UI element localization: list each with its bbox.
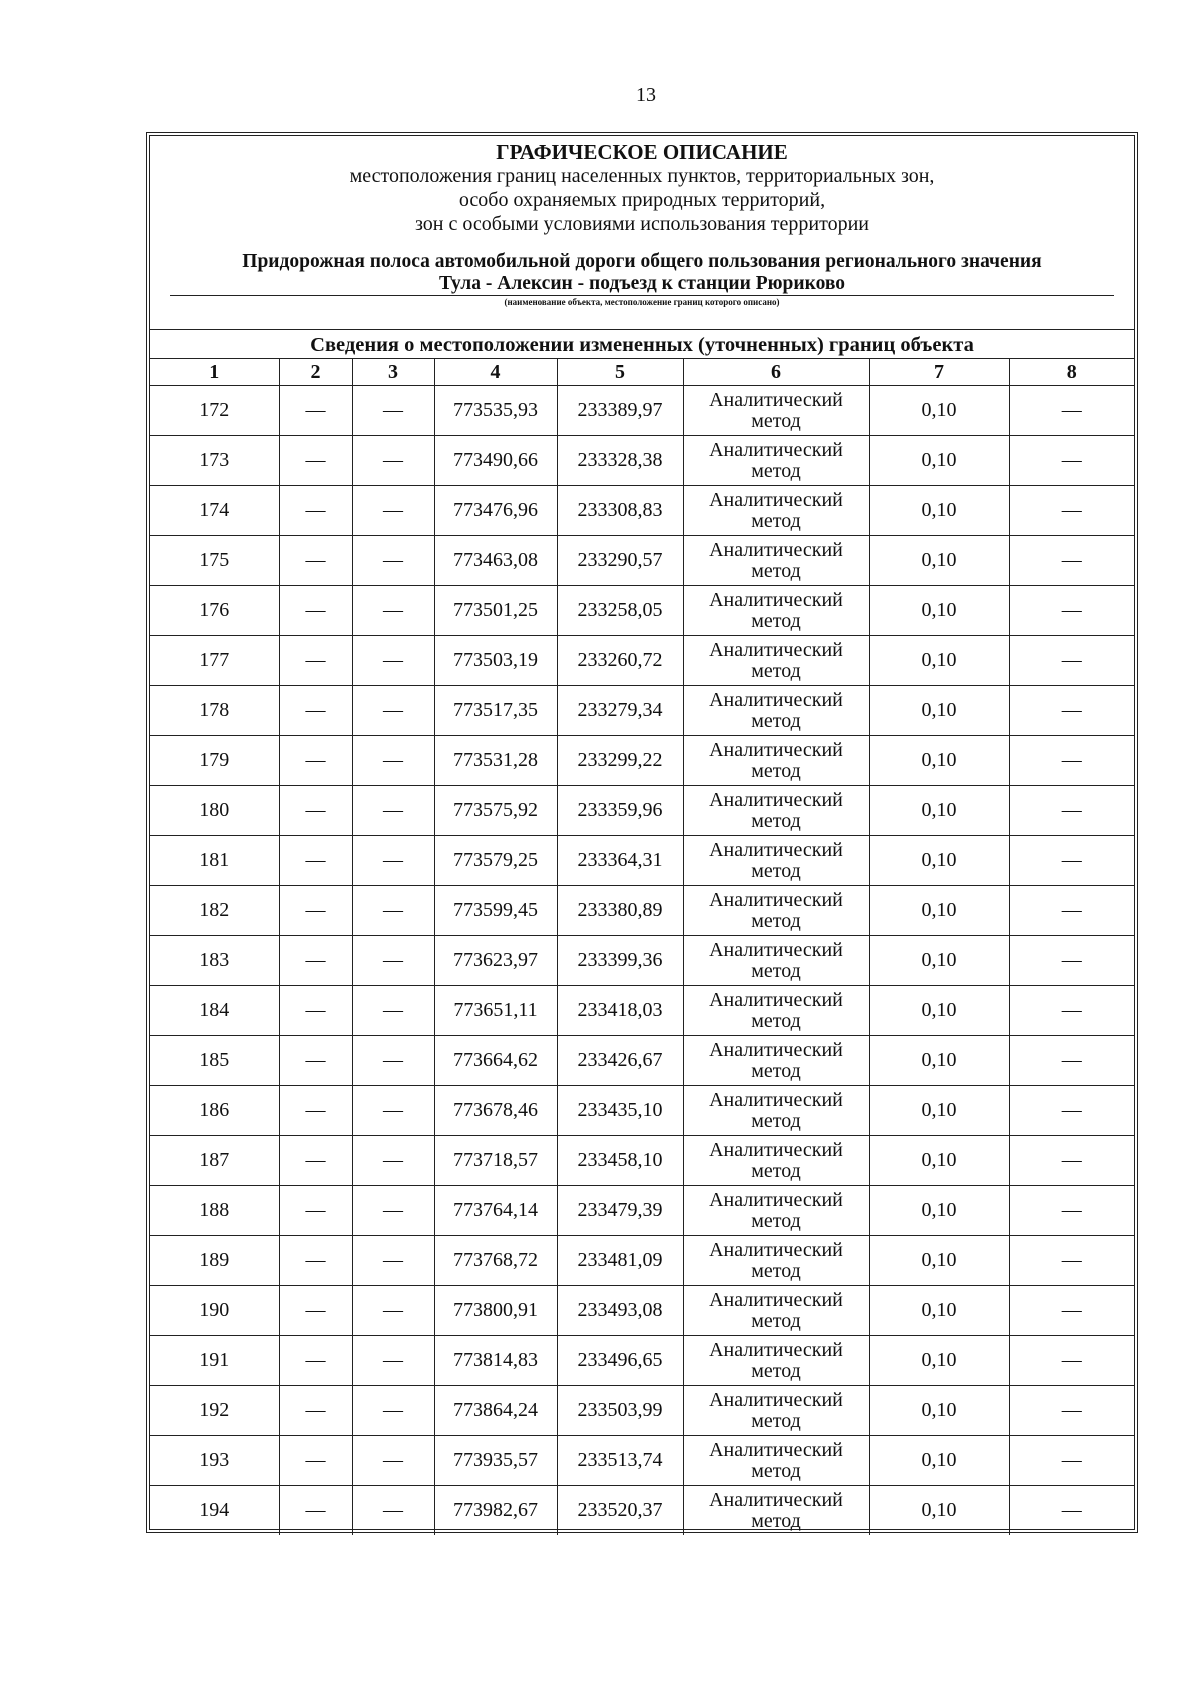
accuracy-cell: 0,10 (869, 1236, 1009, 1286)
y-coordinate-cell: 233380,89 (557, 886, 683, 936)
y-coordinate-cell: 233418,03 (557, 986, 683, 1036)
x-coordinate-cell: 773535,93 (434, 386, 557, 436)
method-text-line: Аналитический (709, 1238, 843, 1261)
document-inner-frame (149, 135, 1135, 1530)
method-text-line: метод (751, 459, 801, 482)
method-cell (683, 986, 869, 1036)
table-row (150, 786, 1134, 836)
accuracy-cell: 0,10 (869, 1036, 1009, 1086)
y-coordinate-cell: 233493,08 (557, 1286, 683, 1336)
column-3-cell: — (352, 1036, 434, 1086)
page-number: 13 (636, 84, 656, 106)
column-3-cell: — (352, 1336, 434, 1386)
y-coordinate-cell: 233279,34 (557, 686, 683, 736)
method-text-line: Аналитический (709, 1338, 843, 1361)
x-coordinate-cell: 773664,62 (434, 1036, 557, 1086)
accuracy-cell: 0,10 (869, 1136, 1009, 1186)
document-subtitle-line-3: зон с особыми условиями использования территории (414, 213, 870, 235)
column-3-cell: — (352, 536, 434, 586)
column-8-cell: — (1009, 1186, 1134, 1236)
column-3-cell: — (352, 786, 434, 836)
column-8-cell: — (1009, 1336, 1134, 1386)
y-coordinate-cell: 233435,10 (557, 1086, 683, 1136)
table-row (150, 1086, 1134, 1136)
method-cell (683, 436, 869, 486)
column-8-cell: — (1009, 986, 1134, 1036)
y-coordinate-cell: 233364,31 (557, 836, 683, 886)
document-title: ГРАФИЧЕСКОЕ ОПИСАНИЕ (496, 140, 788, 164)
column-3-cell: — (352, 1186, 434, 1236)
point-number-cell: 174 (150, 486, 279, 536)
y-coordinate-cell: 233359,96 (557, 786, 683, 836)
method-text-line: Аналитический (709, 838, 843, 861)
method-text-line: метод (751, 959, 801, 982)
method-cell (683, 536, 869, 586)
table-row (150, 736, 1134, 786)
table-row (150, 1386, 1134, 1436)
column-header: 7 (869, 359, 1009, 386)
point-number-cell: 176 (150, 586, 279, 636)
column-8-cell: — (1009, 836, 1134, 886)
method-cell (683, 636, 869, 686)
column-3-cell: — (352, 886, 434, 936)
table-row (150, 1336, 1134, 1386)
x-coordinate-cell: 773764,14 (434, 1186, 557, 1236)
method-text-line: метод (751, 1209, 801, 1232)
object-underline (170, 295, 1114, 296)
method-cell (683, 1436, 869, 1486)
method-cell (683, 936, 869, 986)
column-2-cell: — (279, 836, 352, 886)
accuracy-cell: 0,10 (869, 686, 1009, 736)
point-number-cell: 173 (150, 436, 279, 486)
accuracy-cell: 0,10 (869, 486, 1009, 536)
column-2-cell: — (279, 536, 352, 586)
table-row (150, 586, 1134, 636)
column-8-cell: — (1009, 386, 1134, 436)
y-coordinate-cell: 233458,10 (557, 1136, 683, 1186)
column-8-cell: — (1009, 586, 1134, 636)
method-text-line: Аналитический (709, 1488, 843, 1511)
accuracy-cell: 0,10 (869, 1186, 1009, 1236)
column-header: 3 (352, 359, 434, 386)
point-number-cell: 191 (150, 1336, 279, 1386)
column-3-cell: — (352, 686, 434, 736)
y-coordinate-cell: 233299,22 (557, 736, 683, 786)
x-coordinate-cell: 773864,24 (434, 1386, 557, 1436)
method-cell (683, 1386, 869, 1436)
point-number-cell: 175 (150, 536, 279, 586)
method-cell (683, 386, 869, 436)
x-coordinate-cell: 773575,92 (434, 786, 557, 836)
table-row (150, 1286, 1134, 1336)
method-cell (683, 886, 869, 936)
method-cell (683, 1236, 869, 1286)
method-cell (683, 486, 869, 536)
method-text-line: Аналитический (709, 1138, 843, 1161)
column-8-cell: — (1009, 1136, 1134, 1186)
x-coordinate-cell: 773651,11 (434, 986, 557, 1036)
column-2-cell: — (279, 936, 352, 986)
accuracy-cell: 0,10 (869, 1386, 1009, 1436)
method-cell (683, 786, 869, 836)
y-coordinate-cell: 233481,09 (557, 1236, 683, 1286)
column-8-cell: — (1009, 486, 1134, 536)
method-cell (683, 586, 869, 636)
table-row (150, 536, 1134, 586)
method-text-line: метод (751, 1459, 801, 1482)
method-text-line: Аналитический (709, 1288, 843, 1311)
method-text-line: метод (751, 559, 801, 582)
object-caption: (наименование объекта, местоположение границ которого описано) (504, 297, 780, 307)
column-header: 6 (683, 359, 869, 386)
method-text-line: Аналитический (709, 538, 843, 561)
document-subtitle-line-1: местоположения границ населенных пунктов, территориальных зон, (349, 165, 935, 187)
y-coordinate-cell: 233503,99 (557, 1386, 683, 1436)
method-cell (683, 1136, 869, 1186)
column-2-cell: — (279, 636, 352, 686)
column-2-cell: — (279, 1186, 352, 1236)
method-text-line: Аналитический (709, 438, 843, 461)
document-subtitle-line-2: особо охраняемых природных территорий, (458, 189, 826, 211)
method-cell (683, 686, 869, 736)
column-2-cell: — (279, 786, 352, 836)
accuracy-cell: 0,10 (869, 636, 1009, 686)
method-cell (683, 836, 869, 886)
table-row (150, 486, 1134, 536)
accuracy-cell: 0,10 (869, 986, 1009, 1036)
column-2-cell: — (279, 986, 352, 1036)
accuracy-cell: 0,10 (869, 1336, 1009, 1386)
column-header: 8 (1009, 359, 1134, 386)
x-coordinate-cell: 773623,97 (434, 936, 557, 986)
accuracy-cell: 0,10 (869, 936, 1009, 986)
point-number-cell: 180 (150, 786, 279, 836)
column-3-cell: — (352, 586, 434, 636)
x-coordinate-cell: 773678,46 (434, 1086, 557, 1136)
column-8-cell: — (1009, 1286, 1134, 1336)
column-header: 2 (279, 359, 352, 386)
method-text-line: метод (751, 1109, 801, 1132)
x-coordinate-cell: 773800,91 (434, 1286, 557, 1336)
method-text-line: Аналитический (709, 888, 843, 911)
x-coordinate-cell: 773517,35 (434, 686, 557, 736)
method-text-line: Аналитический (709, 638, 843, 661)
point-number-cell: 194 (150, 1486, 279, 1536)
x-coordinate-cell: 773531,28 (434, 736, 557, 786)
document-header (150, 136, 1134, 330)
point-number-cell: 188 (150, 1186, 279, 1236)
method-text-line: Аналитический (709, 738, 843, 761)
accuracy-cell: 0,10 (869, 836, 1009, 886)
object-name-line-1: Придорожная полоса автомобильной дороги общего пользования регионального значения (242, 251, 1042, 272)
table-row (150, 986, 1134, 1036)
method-cell (683, 1286, 869, 1336)
point-number-cell: 193 (150, 1436, 279, 1486)
x-coordinate-cell: 773599,45 (434, 886, 557, 936)
method-text-line: метод (751, 1509, 801, 1532)
y-coordinate-cell: 233389,97 (557, 386, 683, 436)
method-cell (683, 1486, 869, 1536)
point-number-cell: 177 (150, 636, 279, 686)
column-8-cell: — (1009, 786, 1134, 836)
column-2-cell: — (279, 436, 352, 486)
method-text-line: метод (751, 809, 801, 832)
accuracy-cell: 0,10 (869, 436, 1009, 486)
column-2-cell: — (279, 1486, 352, 1536)
method-text-line: Аналитический (709, 488, 843, 511)
y-coordinate-cell: 233260,72 (557, 636, 683, 686)
column-2-cell: — (279, 686, 352, 736)
y-coordinate-cell: 233513,74 (557, 1436, 683, 1486)
column-2-cell: — (279, 386, 352, 436)
method-text-line: метод (751, 609, 801, 632)
x-coordinate-cell: 773476,96 (434, 486, 557, 536)
column-header: 5 (557, 359, 683, 386)
x-coordinate-cell: 773490,66 (434, 436, 557, 486)
point-number-cell: 172 (150, 386, 279, 436)
column-8-cell: — (1009, 1436, 1134, 1486)
point-number-cell: 187 (150, 1136, 279, 1186)
y-coordinate-cell: 233328,38 (557, 436, 683, 486)
method-text-line: метод (751, 659, 801, 682)
method-text-line: метод (751, 709, 801, 732)
column-3-cell: — (352, 1086, 434, 1136)
method-text-line: Аналитический (709, 1388, 843, 1411)
method-text-line: Аналитический (709, 938, 843, 961)
method-cell (683, 1336, 869, 1386)
y-coordinate-cell: 233399,36 (557, 936, 683, 986)
method-cell (683, 736, 869, 786)
column-3-cell: — (352, 936, 434, 986)
point-number-cell: 190 (150, 1286, 279, 1336)
x-coordinate-cell: 773503,19 (434, 636, 557, 686)
y-coordinate-cell: 233290,57 (557, 536, 683, 586)
method-cell (683, 1086, 869, 1136)
accuracy-cell: 0,10 (869, 1086, 1009, 1136)
column-3-cell: — (352, 636, 434, 686)
column-2-cell: — (279, 586, 352, 636)
column-2-cell: — (279, 1436, 352, 1486)
accuracy-cell: 0,10 (869, 386, 1009, 436)
table-row (150, 386, 1134, 436)
column-8-cell: — (1009, 1386, 1134, 1436)
column-8-cell: — (1009, 436, 1134, 486)
table-row (150, 1136, 1134, 1186)
method-text-line: Аналитический (709, 1188, 843, 1211)
method-cell (683, 1036, 869, 1086)
point-number-cell: 186 (150, 1086, 279, 1136)
column-2-cell: — (279, 1136, 352, 1186)
column-2-cell: — (279, 1236, 352, 1286)
method-text-line: метод (751, 1309, 801, 1332)
column-8-cell: — (1009, 936, 1134, 986)
column-8-cell: — (1009, 736, 1134, 786)
column-3-cell: — (352, 1286, 434, 1336)
column-3-cell: — (352, 986, 434, 1036)
point-number-cell: 192 (150, 1386, 279, 1436)
column-2-cell: — (279, 1036, 352, 1086)
table-row (150, 686, 1134, 736)
method-text-line: метод (751, 1409, 801, 1432)
point-number-cell: 179 (150, 736, 279, 786)
x-coordinate-cell: 773768,72 (434, 1236, 557, 1286)
method-text-line: Аналитический (709, 388, 843, 411)
y-coordinate-cell: 233426,67 (557, 1036, 683, 1086)
column-3-cell: — (352, 386, 434, 436)
method-text-line: метод (751, 1259, 801, 1282)
column-3-cell: — (352, 1236, 434, 1286)
column-3-cell: — (352, 436, 434, 486)
table-row (150, 1236, 1134, 1286)
table-row (150, 1036, 1134, 1086)
column-2-cell: — (279, 486, 352, 536)
table-row (150, 636, 1134, 686)
x-coordinate-cell: 773718,57 (434, 1136, 557, 1186)
method-text-line: метод (751, 759, 801, 782)
x-coordinate-cell: 773814,83 (434, 1336, 557, 1386)
section-title: Сведения о местоположении измененных (уточненных) границ объекта (150, 330, 1134, 359)
coordinates-table (150, 359, 1134, 1535)
accuracy-cell: 0,10 (869, 1486, 1009, 1536)
x-coordinate-cell: 773935,57 (434, 1436, 557, 1486)
column-3-cell: — (352, 1436, 434, 1486)
method-text-line: Аналитический (709, 1438, 843, 1461)
method-text-line: метод (751, 1359, 801, 1382)
method-text-line: Аналитический (709, 988, 843, 1011)
method-text-line: метод (751, 1009, 801, 1032)
y-coordinate-cell: 233258,05 (557, 586, 683, 636)
table-row (150, 936, 1134, 986)
point-number-cell: 183 (150, 936, 279, 986)
column-2-cell: — (279, 1386, 352, 1436)
y-coordinate-cell: 233496,65 (557, 1336, 683, 1386)
accuracy-cell: 0,10 (869, 886, 1009, 936)
point-number-cell: 182 (150, 886, 279, 936)
column-2-cell: — (279, 1336, 352, 1386)
column-3-cell: — (352, 736, 434, 786)
point-number-cell: 181 (150, 836, 279, 886)
table-row (150, 1186, 1134, 1236)
column-8-cell: — (1009, 1036, 1134, 1086)
table-header-row (150, 359, 1134, 386)
column-8-cell: — (1009, 686, 1134, 736)
point-number-cell: 178 (150, 686, 279, 736)
column-8-cell: — (1009, 1236, 1134, 1286)
table-row (150, 1436, 1134, 1486)
accuracy-cell: 0,10 (869, 736, 1009, 786)
method-text-line: метод (751, 1059, 801, 1082)
x-coordinate-cell: 773463,08 (434, 536, 557, 586)
method-cell (683, 1186, 869, 1236)
column-3-cell: — (352, 1386, 434, 1436)
column-8-cell: — (1009, 636, 1134, 686)
point-number-cell: 184 (150, 986, 279, 1036)
table-body (150, 386, 1134, 1536)
y-coordinate-cell: 233308,83 (557, 486, 683, 536)
column-header: 1 (150, 359, 279, 386)
method-text-line: метод (751, 909, 801, 932)
method-text-line: Аналитический (709, 688, 843, 711)
column-8-cell: — (1009, 536, 1134, 586)
column-3-cell: — (352, 1136, 434, 1186)
x-coordinate-cell: 773579,25 (434, 836, 557, 886)
table-row (150, 886, 1134, 936)
method-text-line: метод (751, 1159, 801, 1182)
column-2-cell: — (279, 1086, 352, 1136)
method-text-line: метод (751, 859, 801, 882)
y-coordinate-cell: 233520,37 (557, 1486, 683, 1536)
accuracy-cell: 0,10 (869, 536, 1009, 586)
column-2-cell: — (279, 886, 352, 936)
column-header: 4 (434, 359, 557, 386)
table-row (150, 1486, 1134, 1536)
object-name-line-2: Тула - Алексин - подъезд к станции Рюриково (439, 273, 845, 294)
method-text-line: Аналитический (709, 1088, 843, 1111)
accuracy-cell: 0,10 (869, 1436, 1009, 1486)
point-number-cell: 189 (150, 1236, 279, 1286)
method-text-line: Аналитический (709, 588, 843, 611)
table-row (150, 836, 1134, 886)
point-number-cell: 185 (150, 1036, 279, 1086)
column-3-cell: — (352, 486, 434, 536)
column-3-cell: — (352, 836, 434, 886)
column-8-cell: — (1009, 1086, 1134, 1136)
column-8-cell: — (1009, 886, 1134, 936)
table-row (150, 436, 1134, 486)
accuracy-cell: 0,10 (869, 1286, 1009, 1336)
x-coordinate-cell: 773982,67 (434, 1486, 557, 1536)
y-coordinate-cell: 233479,39 (557, 1186, 683, 1236)
method-text-line: Аналитический (709, 1038, 843, 1061)
method-text-line: Аналитический (709, 788, 843, 811)
column-2-cell: — (279, 736, 352, 786)
column-8-cell: — (1009, 1486, 1134, 1536)
column-2-cell: — (279, 1286, 352, 1336)
method-text-line: метод (751, 509, 801, 532)
column-3-cell: — (352, 1486, 434, 1536)
accuracy-cell: 0,10 (869, 586, 1009, 636)
method-text-line: метод (751, 409, 801, 432)
accuracy-cell: 0,10 (869, 786, 1009, 836)
document-frame (146, 132, 1138, 1533)
x-coordinate-cell: 773501,25 (434, 586, 557, 636)
